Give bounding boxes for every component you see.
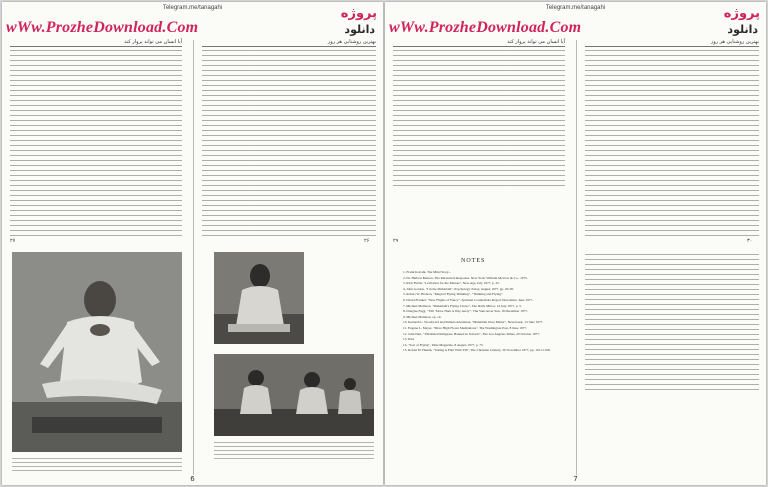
seated-man-photo [214, 252, 304, 344]
running-head-text: بهترین روشنایی هر روز [710, 39, 759, 45]
note-item: 7. Michael Mallison, "Maharishi's Flying Circus", The Daily Mirror, 14 July 1977, p. 5. [403, 303, 522, 308]
telegram-channel-header: Telegram.me/tanagahi [162, 5, 223, 11]
running-head-right [202, 39, 376, 47]
note-item: 15. Robert H. Hamm, "Taking A Flier With TM", The Christian Century, 30 November 1977, pp. 1101-1108. [403, 348, 551, 353]
levitation-photo [12, 252, 182, 452]
note-item: 11. Eugene L. Meyer, "More High Flown Meditations", The Washington Post, 8 June 1977. [403, 325, 527, 330]
left-scanned-sheet [2, 2, 383, 485]
notes-list [403, 270, 563, 354]
site-watermark: wWw.ProzheDownload.Com [389, 19, 582, 36]
note-item: 8. Douglas Fagg, "TM: 'More Than A Way Away'", The Vancouver Sun, 18 December 1977. [403, 309, 528, 314]
spread-gutter [193, 40, 194, 475]
running-head-text: بهترین روشنایی هر روز [327, 39, 376, 45]
folio-number: ۲۷ [10, 238, 16, 244]
note-item: 12. John Dart, "TM Ruled Religious, Banned in Schools", The Los Angeles Times, 20 October 1977. [403, 331, 540, 336]
group-photo [214, 354, 374, 436]
notes-heading: NOTES [461, 258, 486, 264]
note-item: 3. Rick Fields, "Levitation for the Masses", New Age, July 1977, p. 32. [403, 281, 500, 286]
note-item: 10. Kenneth L. Woodward and Pamela Abramson, "Maharishi Over Matter", Newsweek, 13 June 1977. [403, 320, 544, 325]
running-head-text: آیا انسان می تواند پرواز کند [507, 39, 565, 45]
note-item: 13. Ibid. [403, 337, 415, 342]
note-item: 4. John Gordon, "I in the Maharishi", Psychology Today, August 1977, pp. 29-38. [403, 286, 514, 291]
logo-line-2: دانلود [344, 23, 375, 36]
note-item: 6. David Frankel, "New Flights of Fancy", Spiritual Counterfeits Project Newsletter, June 1977. [403, 297, 534, 302]
pdf-page-number: 6 [190, 475, 195, 483]
book-text-column [10, 50, 182, 236]
spread-gutter [576, 40, 577, 475]
note-item: 1. Frank Kolodk, The Mind Story... [403, 270, 451, 274]
running-head-right [585, 39, 759, 47]
logo-line-2: دانلود [727, 23, 758, 36]
note-item: 2. Dr. Herbert Benson, The Relaxation Response. New York: William Morrow & Co., 1975. [403, 275, 528, 280]
running-head-left [10, 39, 182, 47]
telegram-channel-header: Telegram.me/tanagahi [545, 5, 606, 11]
folio-number: ۳۰ [747, 238, 753, 244]
photo-caption [214, 442, 374, 462]
pdf-page-number: 7 [573, 475, 578, 483]
note-item: 9. Michael Mallison, op. cit. [403, 314, 442, 319]
logo-line-1: پروژه [340, 6, 377, 21]
photo-caption [12, 458, 182, 472]
book-text-column [202, 50, 376, 236]
running-head-text: آیا انسان می تواند پرواز کند [124, 39, 182, 45]
site-watermark: wWw.ProzheDownload.Com [6, 19, 199, 36]
folio-number: ۲۹ [393, 238, 399, 244]
logo-line-1: پروژه [723, 6, 760, 21]
book-text-column [585, 50, 759, 236]
note-item: 14. "Sort of Flying", Time Magazine, 8 August 1977, p. 75. [403, 342, 484, 347]
book-text-column [585, 254, 759, 394]
prozhe-download-logo [708, 6, 760, 40]
book-text-column [393, 50, 565, 190]
folio-number: ۲۶ [364, 238, 370, 244]
prozhe-download-logo [325, 6, 377, 40]
note-item: 5. Robert W. Hodson, "Magical Flying Thinking", "Thinking and Flying". [403, 292, 504, 297]
running-head-left [393, 39, 565, 47]
right-scanned-sheet [385, 2, 766, 485]
